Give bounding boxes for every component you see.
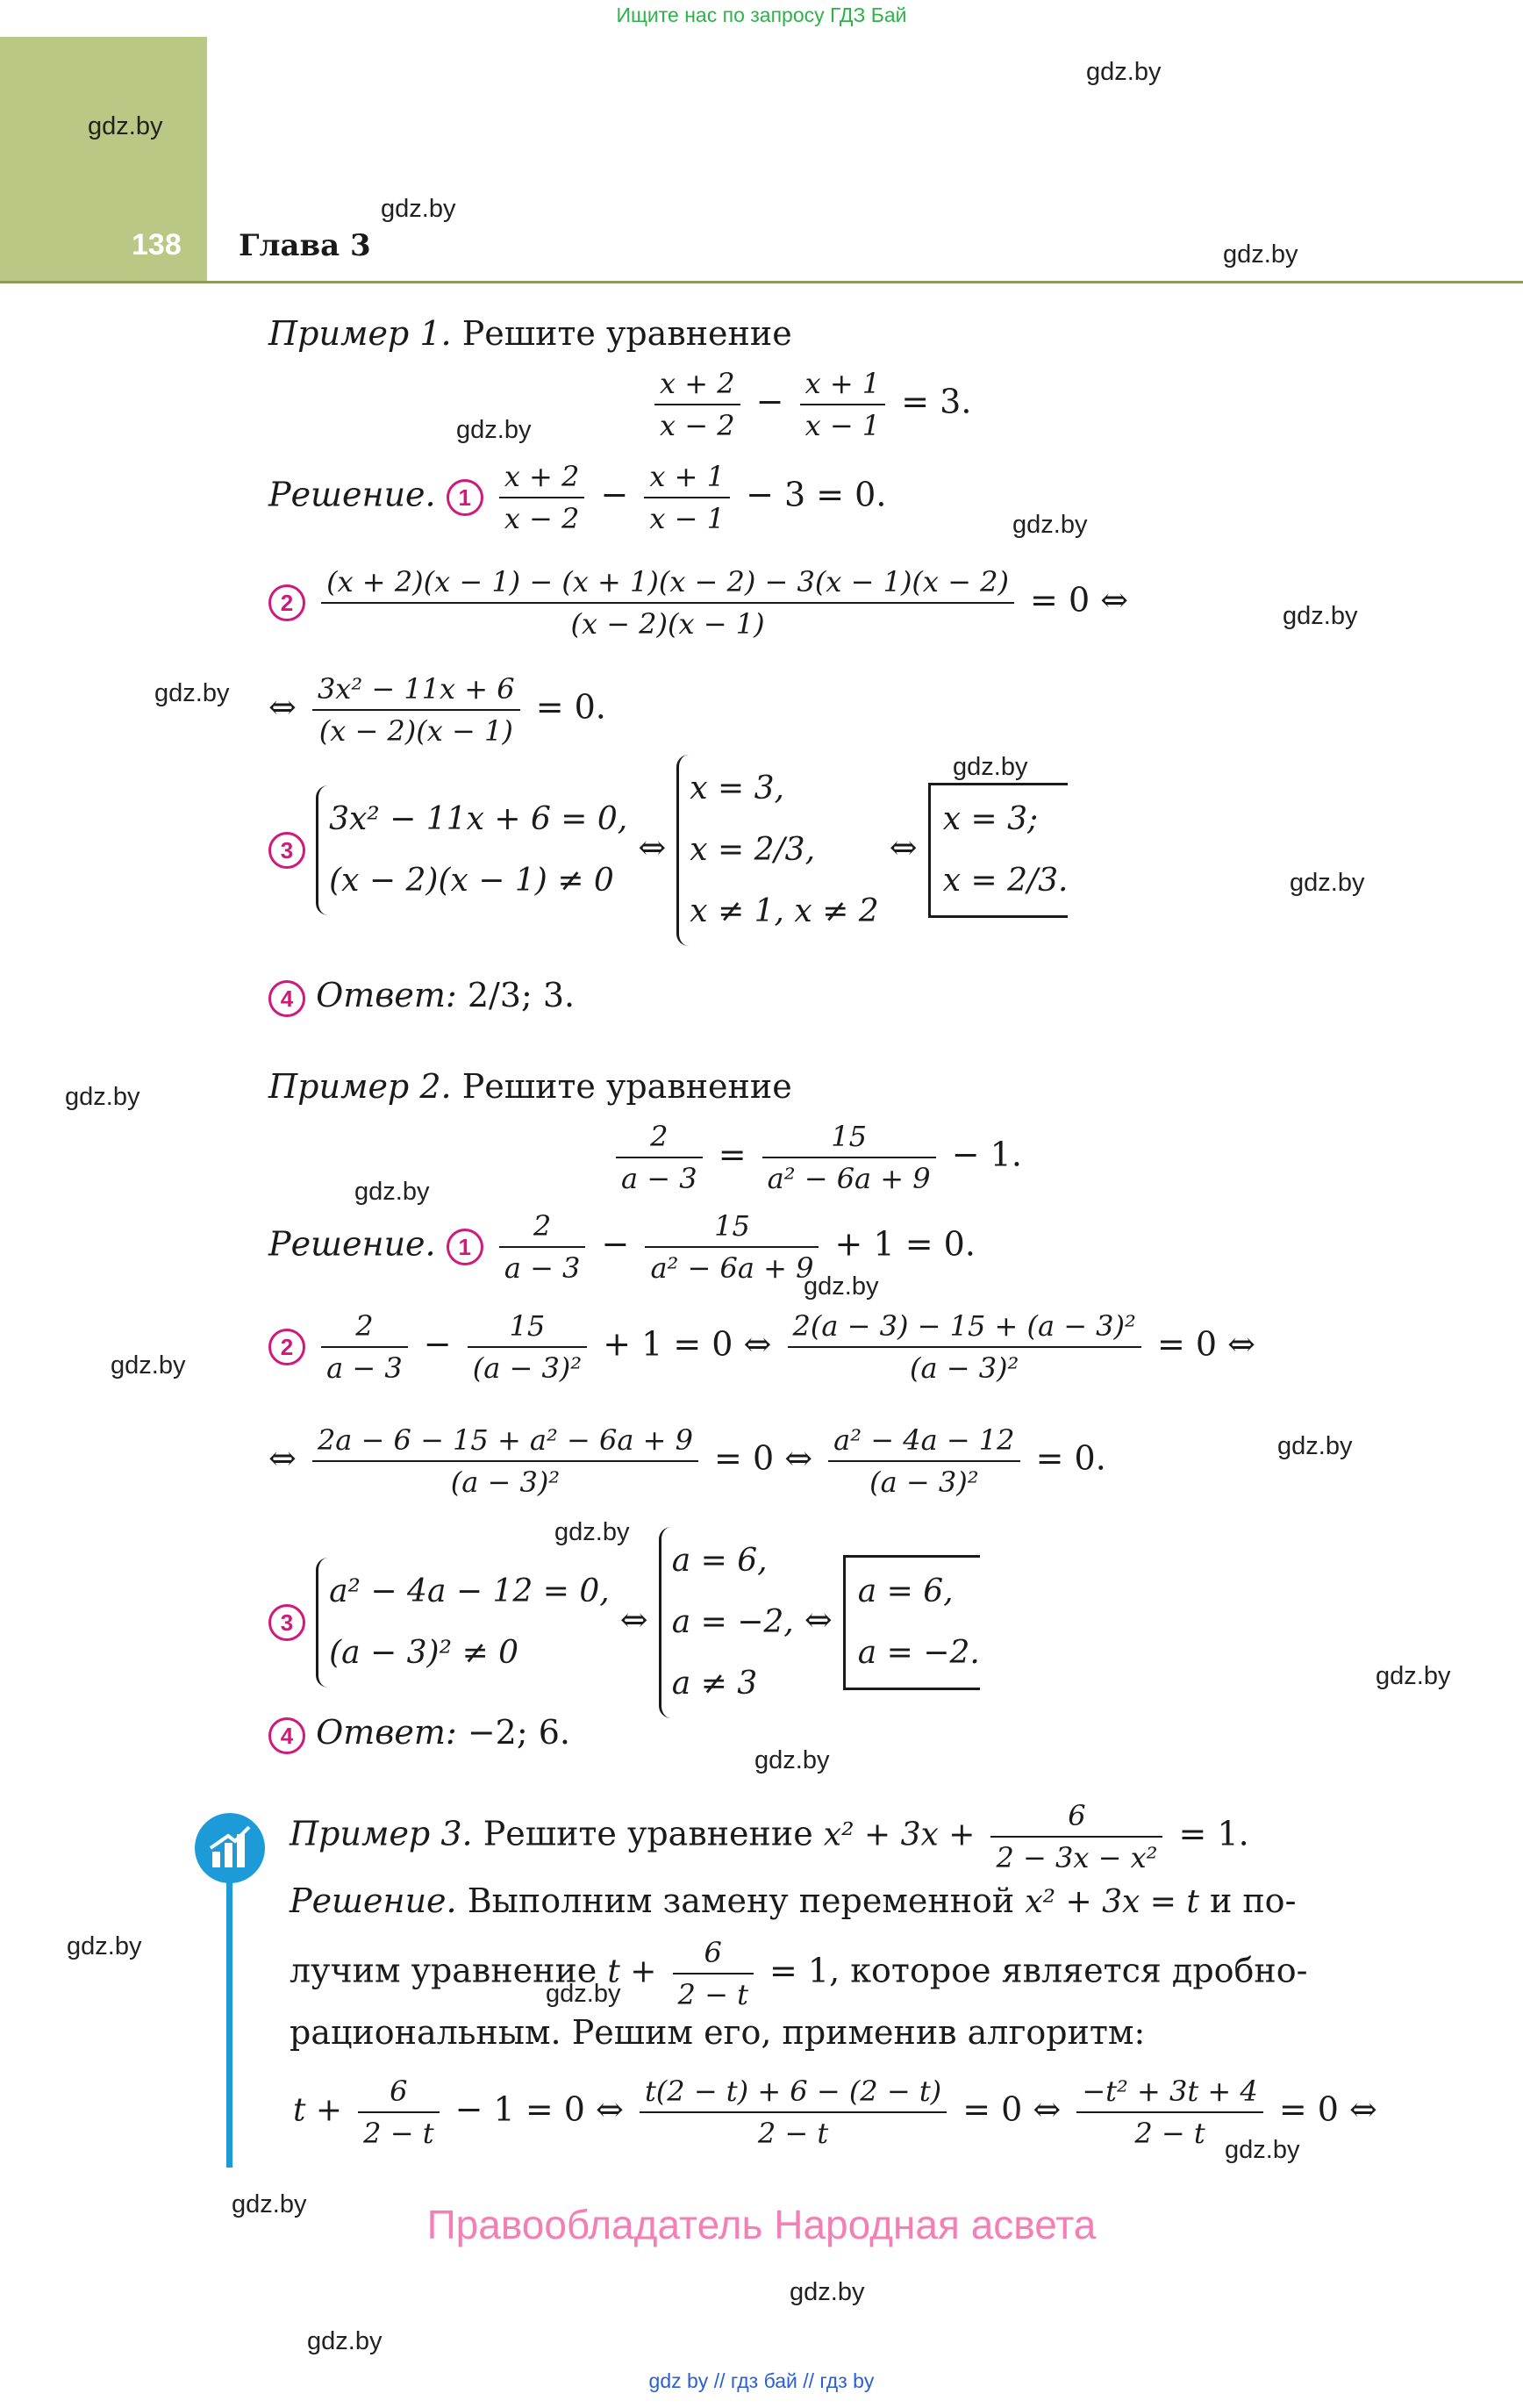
system-line: a² − 4a − 12 = 0, (329, 1573, 610, 1609)
denominator: (a − 3)² (869, 1466, 979, 1499)
equation-rhs: = 0 ⇔ (1156, 1324, 1255, 1364)
numerator: 2 (321, 1309, 408, 1348)
operator: = (718, 1135, 747, 1174)
numerator: t(2 − t) + 6 − (2 − t) (640, 2075, 947, 2113)
example3-text-line1 (290, 1881, 1296, 1920)
fraction (800, 367, 886, 442)
watermark: gdz.by (790, 2278, 865, 2306)
example2-title: Пример 2. (268, 1067, 452, 1106)
denominator: 2 − t (363, 2117, 434, 2150)
numerator: 2(a − 3) − 15 + (a − 3)² (788, 1309, 1141, 1348)
fraction (1076, 2075, 1262, 2150)
example1-answer (268, 976, 575, 1017)
numerator: x + 1 (800, 367, 886, 405)
watermark: gdz.by (381, 195, 456, 223)
system-line: x = 2/3, (690, 832, 816, 868)
example1-step1 (268, 460, 886, 535)
step-badge: 2 (268, 584, 305, 621)
numerator: 2 (616, 1120, 703, 1158)
fraction (358, 2075, 439, 2150)
equation-mid: + 1 = 0 ⇔ (603, 1324, 772, 1364)
equation-system (676, 755, 878, 946)
set-line: x = 2/3. (942, 863, 1069, 899)
denominator: (a − 3)² (909, 1351, 1019, 1385)
numerator: 2 (499, 1209, 586, 1248)
watermark: gdz.by (1012, 511, 1088, 539)
fraction (645, 1209, 819, 1285)
numerator: 6 (990, 1799, 1162, 1838)
numerator: −t² + 3t + 4 (1076, 2075, 1262, 2113)
solution-label: Решение. (268, 1224, 436, 1264)
equation-rhs: = 3. (901, 382, 972, 421)
fraction (616, 1120, 703, 1195)
example3-text-line2 (290, 1936, 1307, 2011)
watermark: gdz.by (1223, 240, 1298, 269)
denominator: (a − 3)² (472, 1351, 583, 1385)
equation-rhs: = 0. (1035, 1438, 1106, 1478)
example3-task: Решите уравнение (483, 1814, 813, 1853)
denominator: a² − 6a + 9 (650, 1251, 814, 1285)
watermark: gdz.by (354, 1178, 430, 1206)
denominator: a − 3 (504, 1251, 581, 1285)
system-line: a = −2, (671, 1604, 794, 1640)
numerator: (x + 2)(x − 1) − (x + 1)(x − 2) − 3(x − 1)(x − 2) (321, 565, 1014, 604)
equation-rhs: + 1 = 0. (834, 1224, 976, 1264)
denominator: x − 2 (660, 409, 735, 442)
set-line: a = −2. (857, 1635, 980, 1671)
text: Выполним замену переменной (467, 1881, 1015, 1920)
equivalence: ⇔ (804, 1600, 833, 1639)
example2-step1 (268, 1209, 976, 1285)
example1-equation (649, 367, 971, 442)
equivalence: ⇔ (268, 687, 297, 727)
step-badge: 1 (447, 1229, 483, 1265)
fraction (312, 672, 520, 748)
denominator: 2 − t (757, 2117, 829, 2150)
step-badge: 3 (268, 832, 305, 869)
example2-heading (268, 1067, 792, 1106)
fraction (644, 460, 730, 535)
system-line: a = 6, (671, 1543, 768, 1579)
denominator: a − 3 (326, 1351, 403, 1385)
page-number: 138 (132, 228, 182, 262)
numerator: 3x² − 11x + 6 (312, 672, 520, 711)
step-badge: 1 (447, 479, 483, 516)
example2-step3 (268, 1527, 980, 1718)
system-line: (a − 3)² ≠ 0 (329, 1635, 518, 1671)
equation-rhs: − 1. (951, 1135, 1022, 1174)
fraction (312, 1423, 698, 1499)
watermark: gdz.by (232, 2190, 307, 2218)
equation-system (659, 1527, 794, 1718)
equation-system (316, 785, 627, 915)
text: которое является дробно- (850, 1951, 1308, 1990)
solution-label: Решение. (268, 475, 436, 514)
numerator: 15 (468, 1309, 587, 1348)
system-line: 3x² − 11x + 6 = 0, (329, 801, 628, 837)
text: лучим уравнение (290, 1951, 597, 1990)
numerator: x + 2 (499, 460, 585, 498)
numerator: x + 2 (654, 367, 740, 405)
watermark: gdz.by (1277, 1432, 1353, 1460)
denominator: 2 − t (1134, 2117, 1205, 2150)
step-badge: 3 (268, 1604, 305, 1641)
operator: − (755, 382, 784, 421)
equation-mid: − 1 = 0 ⇔ (454, 2089, 624, 2129)
watermark: gdz.by (953, 753, 1028, 781)
denominator: (x − 2)(x − 1) (318, 714, 513, 748)
fraction (321, 1309, 408, 1385)
watermark: gdz.by (88, 112, 163, 140)
example2-answer (268, 1713, 570, 1754)
example3-final-equation (293, 2075, 1377, 2150)
fraction (654, 367, 740, 442)
fraction (468, 1309, 587, 1385)
numerator: a² − 4a − 12 (828, 1423, 1019, 1462)
numerator: 6 (673, 1936, 754, 1974)
example1-step3 (268, 755, 1068, 946)
system-line: a ≠ 3 (671, 1666, 758, 1702)
watermark: gdz.by (546, 1980, 621, 2008)
set-line: x = 3; (942, 801, 1039, 837)
fraction (990, 1799, 1162, 1874)
example1-step2 (268, 565, 1128, 641)
operator: − (601, 1224, 630, 1264)
numerator: 15 (645, 1209, 819, 1248)
equation-mid: = 0 ⇔ (962, 2089, 1062, 2129)
bar-chart-icon (195, 1813, 265, 1883)
denominator: 2 − t (677, 1978, 748, 2011)
equation-system (316, 1558, 610, 1688)
step-badge: 4 (268, 1717, 305, 1754)
example2-step2 (268, 1309, 1255, 1385)
system-line: x = 3, (690, 770, 784, 806)
example2-step2b (268, 1423, 1106, 1499)
numerator: 6 (358, 2075, 439, 2113)
fraction (321, 565, 1014, 641)
fraction (499, 1209, 586, 1285)
equation-rhs: − 3 = 0. (746, 475, 887, 514)
watermark: gdz.by (1086, 58, 1162, 86)
example1-task: Решите уравнение (461, 314, 792, 353)
example1-step2b (268, 672, 606, 748)
denominator: (a − 3)² (450, 1466, 561, 1499)
denominator: (x − 2)(x − 1) (570, 607, 765, 641)
answer-label: Ответ: (316, 976, 457, 1014)
numerator: 15 (762, 1120, 936, 1158)
equation-rhs: = 0. (535, 687, 606, 727)
operator: − (600, 475, 629, 514)
denominator: x − 1 (649, 502, 725, 535)
fraction (788, 1309, 1141, 1385)
answer-label: Ответ: (316, 1713, 457, 1752)
watermark: gdz.by (754, 1746, 830, 1774)
watermark: gdz.by (1283, 602, 1358, 630)
chapter-title: Глава 3 (239, 228, 371, 263)
step-badge: 4 (268, 980, 305, 1017)
set-line: a = 6, (857, 1573, 954, 1609)
equivalence: ⇔ (889, 828, 918, 867)
equivalence: ⇔ (619, 1600, 648, 1639)
example2-equation (611, 1120, 1022, 1195)
example1-heading (268, 314, 792, 353)
watermark: gdz.by (456, 416, 532, 444)
answer-value: 2/3; 3. (467, 976, 576, 1014)
example3-title: Пример 3. (290, 1814, 473, 1853)
chart-info-icon (195, 1813, 265, 1883)
watermark: gdz.by (65, 1083, 140, 1111)
fraction (499, 460, 585, 535)
example3-text-line3 (290, 2013, 1145, 2052)
fraction (640, 2075, 947, 2150)
example1-title: Пример 1. (268, 314, 452, 353)
numerator: 2a − 6 − 15 + a² − 6a + 9 (312, 1423, 698, 1462)
watermark: gdz.by (307, 2327, 383, 2355)
watermark: gdz.by (554, 1518, 630, 1546)
substitution: x² + 3x = t (1025, 1884, 1199, 1920)
numerator: x + 1 (644, 460, 730, 498)
equation-rhs: = 1, (769, 1951, 840, 1990)
equation-mid: = 0 ⇔ (714, 1438, 813, 1478)
watermark: gdz.by (67, 1932, 142, 1960)
equation-rhs: = 1. (1178, 1814, 1249, 1853)
system-line: (x − 2)(x − 1) ≠ 0 (329, 863, 614, 899)
equation-rhs: = 0 ⇔ (1278, 2089, 1377, 2129)
solution-label: Решение. (290, 1881, 457, 1920)
equation-rhs: = 0 ⇔ (1030, 580, 1129, 620)
denominator: 2 − 3x − x² (996, 1841, 1158, 1874)
top-search-banner: Ищите нас по запросу ГДЗ Бай (616, 4, 907, 26)
text: и по- (1209, 1881, 1297, 1920)
denominator: a − 3 (621, 1162, 697, 1195)
operator: − (423, 1324, 452, 1364)
fraction (762, 1120, 936, 1195)
equivalence: ⇔ (268, 1438, 297, 1478)
watermark: gdz.by (804, 1272, 879, 1301)
bottom-links[interactable]: gdz by // гдз бай // гдз by (648, 2369, 875, 2392)
denominator: x − 2 (504, 502, 580, 535)
denominator: x − 1 (804, 409, 881, 442)
watermark: gdz.by (111, 1351, 186, 1380)
info-vertical-bar (226, 1878, 232, 2168)
watermark: gdz.by (154, 679, 230, 707)
denominator: a² − 6a + 9 (767, 1162, 931, 1195)
copyright-notice: Правообладатель Народная асвета (426, 2202, 1097, 2247)
fraction (673, 1936, 754, 2011)
equivalence: ⇔ (638, 828, 667, 867)
step-badge: 2 (268, 1329, 305, 1365)
example2-task: Решите уравнение (461, 1067, 792, 1106)
solution-set (928, 783, 1069, 918)
header-divider (0, 281, 1523, 283)
example3-heading (290, 1799, 1249, 1874)
solution-set (843, 1555, 980, 1690)
watermark: gdz.by (1225, 2136, 1300, 2164)
answer-value: −2; 6. (467, 1713, 570, 1752)
equation-lhs: t + (293, 2092, 343, 2129)
watermark: gdz.by (1290, 869, 1365, 897)
watermark: gdz.by (1376, 1662, 1451, 1690)
fraction (828, 1423, 1019, 1499)
system-line: x ≠ 1, x ≠ 2 (690, 893, 879, 929)
equation-lhs: x² + 3x + (823, 1817, 976, 1853)
equation-lhs: t + (607, 1953, 657, 1990)
text: рациональным. Решим его, применив алгоритм: (290, 2013, 1146, 2052)
